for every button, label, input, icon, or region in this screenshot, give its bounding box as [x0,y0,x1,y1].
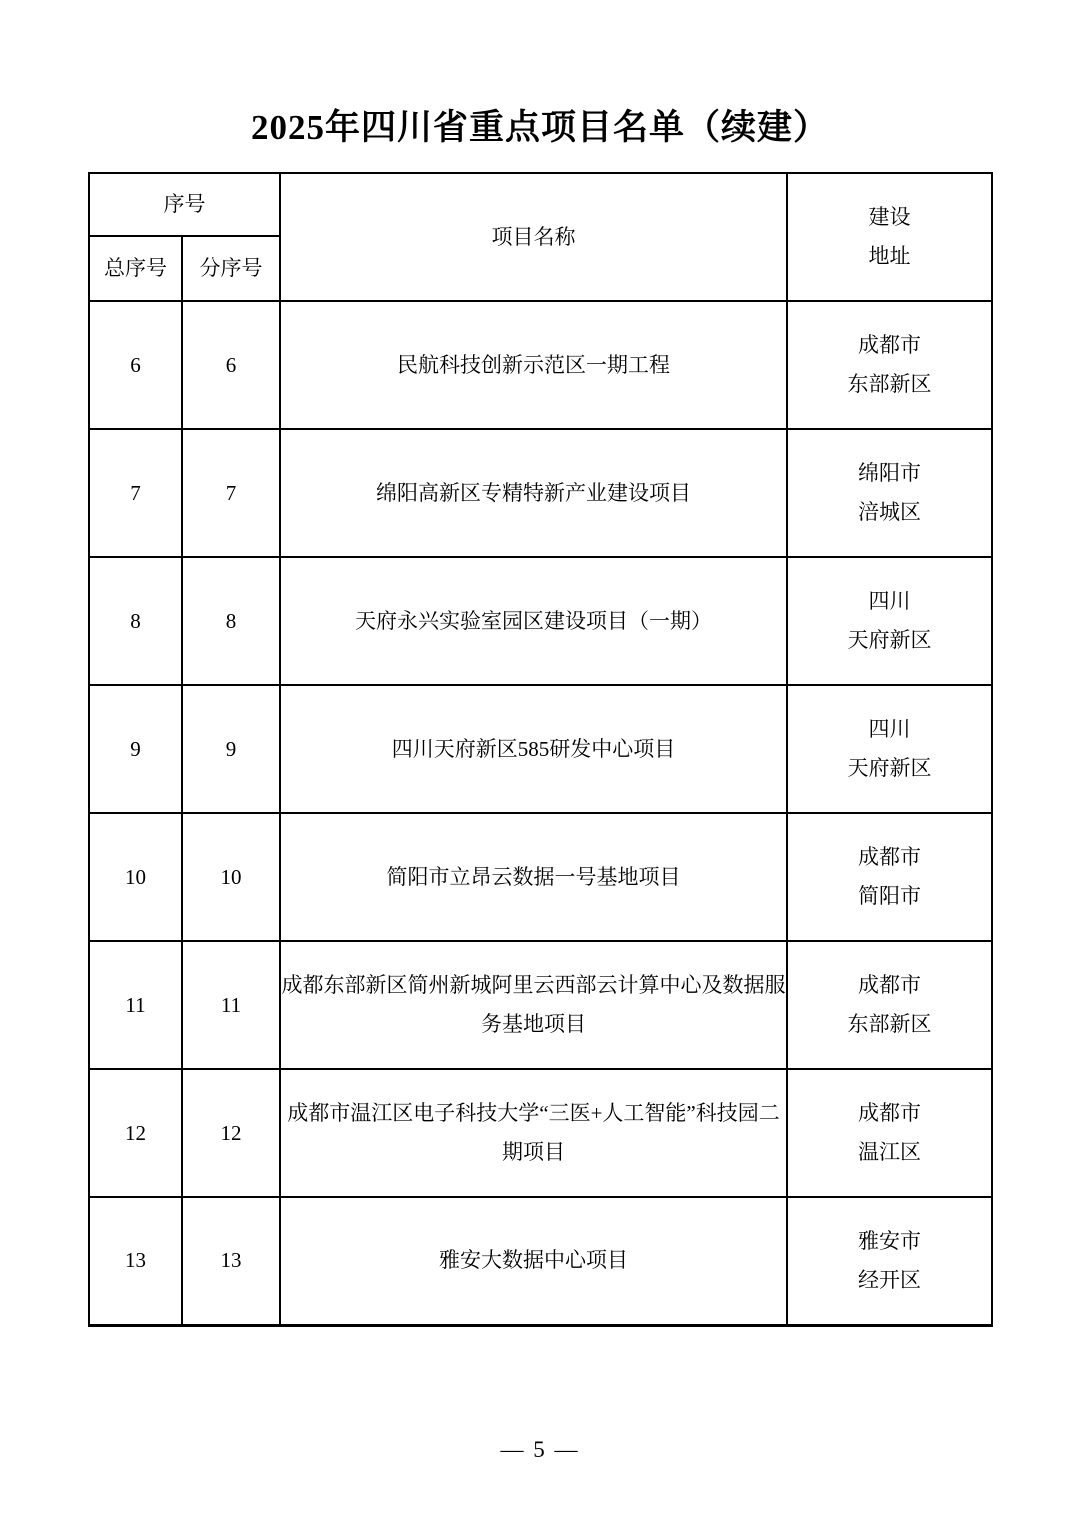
cell-location-line2: 东部新区 [847,372,932,396]
table-row [89,301,992,429]
cell-location [787,941,992,1069]
cell-sub-serial: 12 [182,1069,280,1197]
cell-location-line1: 成都市 [858,333,921,358]
cell-sub-serial: 7 [182,429,280,557]
cell-project-name: 绵阳高新区专精特新产业建设项目 [280,429,787,557]
cell-total-serial: 8 [89,557,182,685]
header-sub-serial: 分序号 [182,236,280,301]
table-row [89,1069,992,1197]
cell-location-line1: 四川 [868,717,911,742]
cell-location-line2: 天府新区 [847,628,932,652]
header-location-line1: 建设 [868,205,911,230]
cell-location-line2: 东部新区 [847,1012,932,1036]
cell-total-serial: 13 [89,1197,182,1325]
cell-project-name: 民航科技创新示范区一期工程 [280,301,787,429]
table-row [89,429,992,557]
cell-location-line1: 雅安市 [858,1228,921,1253]
cell-location [787,557,992,685]
cell-total-serial: 6 [89,301,182,429]
cell-project-name: 成都市温江区电子科技大学“三医+人工智能”科技园二期项目 [280,1069,787,1197]
header-total-serial: 总序号 [89,236,182,301]
cell-location [787,813,992,941]
header-location-line2: 地址 [868,244,911,268]
cell-location-line1: 四川 [868,589,911,614]
cell-location [787,429,992,557]
cell-sub-serial: 6 [182,301,280,429]
cell-location-line1: 绵阳市 [858,461,921,486]
cell-project-name: 四川天府新区585研发中心项目 [280,685,787,813]
cell-location-line2: 温江区 [858,1140,921,1164]
page-title: 2025年四川省重点项目名单（续建） [250,108,829,147]
header-serial-group: 序号 [89,173,280,236]
table-row [89,557,992,685]
cell-total-serial: 10 [89,813,182,941]
cell-location [787,301,992,429]
cell-total-serial: 7 [89,429,182,557]
table-row [89,1197,992,1325]
cell-sub-serial: 9 [182,685,280,813]
header-location [787,173,992,301]
table-row [89,941,992,1069]
cell-location-line2: 涪城区 [858,500,921,524]
cell-location-line1: 成都市 [858,1101,921,1126]
cell-sub-serial: 11 [182,941,280,1069]
table-header-row-1 [89,173,992,236]
cell-sub-serial: 10 [182,813,280,941]
cell-location [787,1069,992,1197]
cell-location-line2: 简阳市 [858,884,921,908]
cell-project-name: 天府永兴实验室园区建设项目（一期） [280,557,787,685]
cell-project-name: 雅安大数据中心项目 [280,1197,787,1325]
cell-total-serial: 9 [89,685,182,813]
table-row [89,685,992,813]
cell-location-line2: 天府新区 [847,756,932,780]
cell-project-name: 简阳市立昂云数据一号基地项目 [280,813,787,941]
page-number: — 5 — [500,1437,580,1462]
table-row [89,813,992,941]
cell-location-line2: 经开区 [858,1267,921,1292]
cell-project-name: 成都东部新区简州新城阿里云西部云计算中心及数据服务基地项目 [280,941,787,1069]
cell-sub-serial: 8 [182,557,280,685]
cell-location-line1: 成都市 [858,845,921,870]
cell-location-line1: 成都市 [858,973,921,998]
cell-location [787,1197,992,1325]
cell-total-serial: 12 [89,1069,182,1197]
cell-location [787,685,992,813]
cell-sub-serial: 13 [182,1197,280,1325]
project-table [88,172,993,1327]
cell-total-serial: 11 [89,941,182,1069]
header-project-name: 项目名称 [280,173,787,301]
